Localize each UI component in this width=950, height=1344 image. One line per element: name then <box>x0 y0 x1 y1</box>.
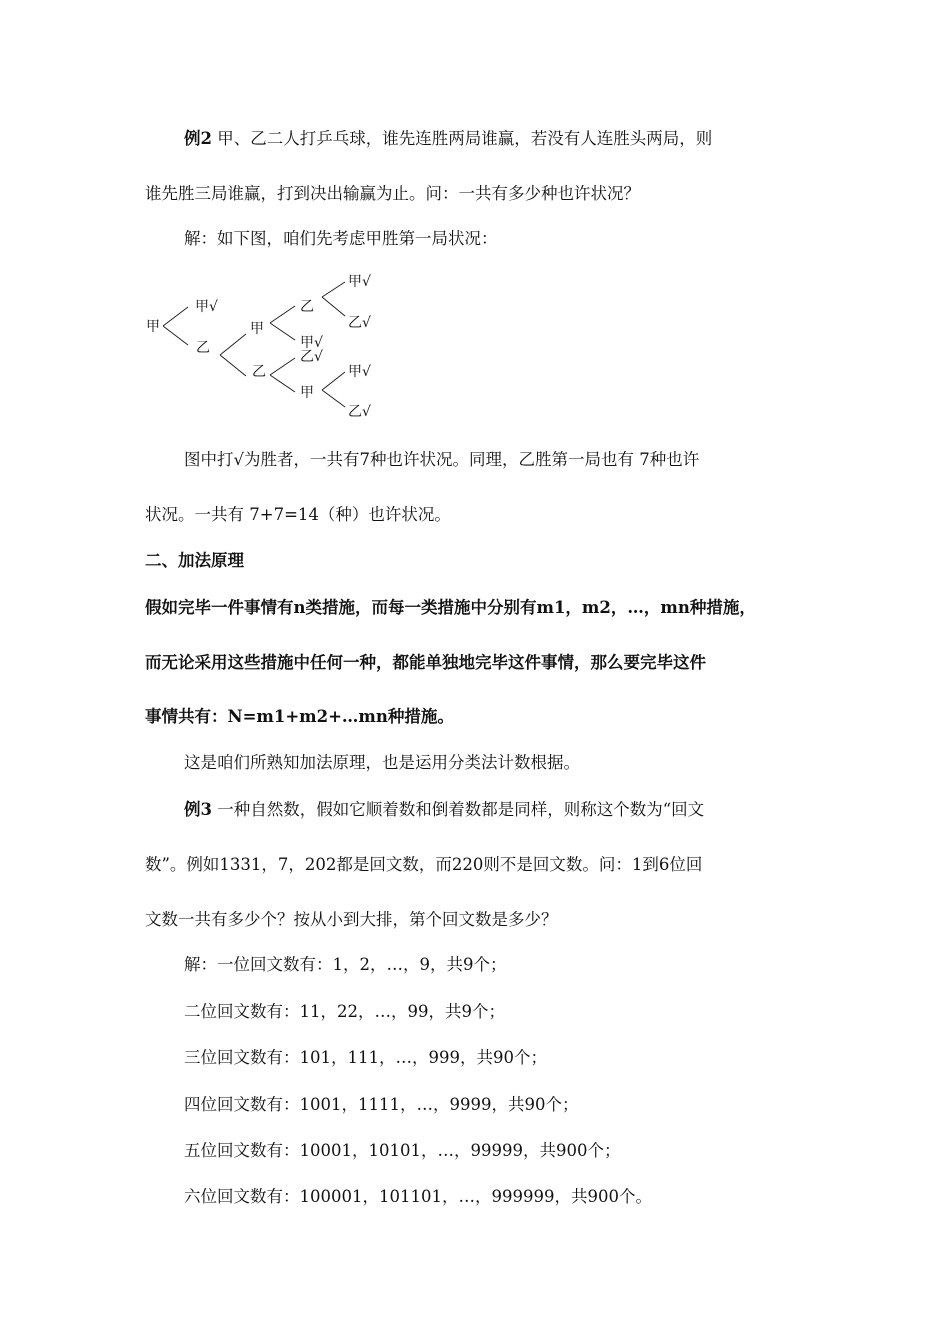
principle-note: 这是咱们所熟知加法原理，也是运用分类法计数根据。 <box>184 753 580 772</box>
example3-text1: 一种自然数，假如它顺着数和倒着数都是同样，则称这个数为“回文 <box>217 800 705 819</box>
answer-line: 六位回文数有：100001，101101，…，999999，共900个。 <box>184 1187 652 1206</box>
example3-line1 <box>184 799 704 821</box>
tree-leaf: 甲√ <box>348 274 371 290</box>
branch-line <box>270 375 295 392</box>
branch-line <box>322 372 345 390</box>
tree-node: 乙 <box>196 340 210 356</box>
explain-line2: 状况。一共有 7+7=14（种）也许状况。 <box>145 505 451 524</box>
tree-node: 甲√ <box>300 335 323 351</box>
branch-line <box>322 297 345 316</box>
answer-line: 解：一位回文数有：1，2，…，9，共9个； <box>184 955 507 974</box>
branch-line <box>322 390 345 407</box>
answer-line: 二位回文数有：11，22，…，99，共9个； <box>184 1002 505 1021</box>
branch-line <box>322 282 345 297</box>
branch-line <box>270 358 295 375</box>
tree-node: 甲 <box>250 321 264 337</box>
example2-line2: 谁先胜三局谁赢，打到决出输赢为止。问：一共有多少种也许状况？ <box>145 184 640 203</box>
tree-node: 乙 <box>300 299 314 315</box>
example3-label: 例3 <box>184 800 212 819</box>
answer-line: 三位回文数有：101，111，…，999，共90个； <box>184 1048 547 1067</box>
example2-text1: 甲、乙二人打乒乓球，谁先连胜两局谁赢，若没有人连胜头两局，则 <box>217 129 713 148</box>
example2-solution: 解：如下图，咱们先考虑甲胜第一局状况： <box>184 229 498 248</box>
answer-line: 五位回文数有：10001，10101，…，99999，共900个； <box>184 1141 621 1160</box>
branch-line <box>163 326 188 345</box>
branch-line <box>270 323 295 340</box>
tree-leaf: 甲√ <box>348 364 371 380</box>
tree-node: 乙 <box>252 364 266 380</box>
tree-node: 甲√ <box>195 299 218 315</box>
tree-node: 甲 <box>300 385 314 401</box>
branch-line <box>220 334 246 355</box>
branch-line <box>163 307 188 326</box>
principle-line2: 而无论采用这些措施中任何一种，都能单独地完毕这件事情，那么要完毕这件 <box>145 653 706 672</box>
example2-label: 例2 <box>184 129 212 148</box>
example2-line1 <box>184 128 712 150</box>
branch-line <box>220 355 246 376</box>
explain-line1: 图中打√为胜者，一共有7种也许状况。同理，乙胜第一局也有 7种也许 <box>184 450 700 469</box>
principle-line1: 假如完毕一件事情有n类措施，而每一类措施中分别有m1，m2，…，mn种措施， <box>145 598 756 617</box>
section2-heading: 二、加法原理 <box>145 551 244 570</box>
outcome-tree-diagram <box>140 265 390 430</box>
branch-line <box>270 306 295 323</box>
tree-leaf: 乙√ <box>348 404 371 420</box>
tree-root: 甲 <box>146 319 160 335</box>
principle-line3: 事情共有：N=m1+m2+…mn种措施。 <box>145 707 454 726</box>
tree-leaf: 乙√ <box>348 315 371 331</box>
example3-line2: 数”。例如1331，7，202都是回文数，而220则不是回文数。问：1到6位回 <box>145 855 703 874</box>
tree-node: 乙√ <box>300 349 323 365</box>
answer-line: 四位回文数有：1001，1111，…，9999，共90个； <box>184 1095 579 1114</box>
example3-line3: 文数一共有多少个？按从小到大排，第个回文数是多少？ <box>145 910 558 929</box>
